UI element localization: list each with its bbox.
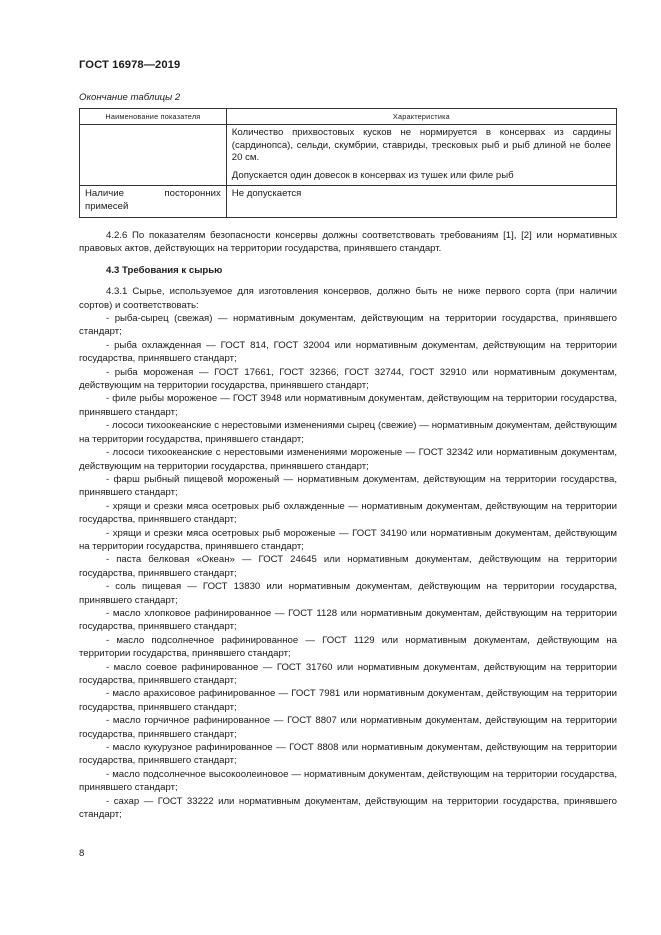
list-item: - рыба мороженая — ГОСТ 17661, ГОСТ 32366, ГОСТ 32744, ГОСТ 32910 или нормативным документам, действующим на территории государства, принявшего стандарт; [79,366,617,392]
list-item: - масло горчичное рафинированное — ГОСТ 8807 или нормативным документам, действующим на территории государства, принявшего стандарт; [79,715,617,740]
table-cell-name: Наличие посторонних примесей [80,186,227,217]
list-item: - хрящи и срезки мяса осетровых рыб охлажденные — нормативным документам, действующим на территории государства, принявшего стандарт; [79,500,617,526]
list-item: - сахар — ГОСТ 33222 или нормативным документам, действующим на территории государства, принявшего стандарт; [79,795,617,821]
column-header-indicator: Наименование показателя [80,109,227,125]
section-heading-4-3: 4.3 Требования к сырью [106,264,223,276]
cell-paragraph: Допускается один довесок в консервах из тушек или филе рыб [231,169,514,181]
document-body [79,229,617,821]
paragraph-4-2-6: 4.2.6 По показателям безопасности консервы должны соответствовать требованиям [1], [2] или нормативных правовых актов, действующих на территории государства, принявшего стандарт. [79,230,617,255]
table-cell-name [80,125,227,186]
table-caption: Окончание таблицы 2 [79,92,181,103]
table-cell-text [226,125,616,186]
column-header-characteristic: Характеристика [226,109,616,125]
list-item: - масло подсолнечное рафинированное — ГОСТ 1129 или нормативным документам, действующим на территории государства, принявшего стандарт; [79,634,617,660]
paragraph-4-3-1: 4.3.1 Сырье, используемое для изготовления консервов, должно быть не ниже первого сорта (при наличии сортов) и соответствовать: [79,286,617,311]
list-item: - лососи тихоокеанские с нерестовыми изменениями сырец (свежие) — нормативным документам, действующим на территории государства, принявшего стандарт; [79,420,617,445]
list-item: - масло кукурузное рафинированное — ГОСТ 8808 или нормативным документам, действующим на территории государства, принявшего стандарт; [79,742,617,767]
document-code-header: ГОСТ 16978—2019 [79,59,181,71]
requirements-table [79,108,617,218]
list-item: - рыба-сырец (свежая) — нормативным документам, действующим на территории государства, принявшего стандарт; [79,313,617,338]
list-item: - фарш рыбный пищевой мороженый — нормативным документам, действующим на территории государства, принявшего стандарт; [79,473,617,499]
list-item: - паста белковая «Океан» — ГОСТ 24645 или нормативным документам, действующим на территории государства, принявшего стандарт; [79,554,617,579]
list-item: - масло арахисовое рафинированное — ГОСТ 7981 или нормативным документам, действующим на территории государства, принявшего стандарт; [79,688,617,713]
list-item: - масло подсолнечное высокоолеиновое — нормативным документам, действующим на территории государства, принявшего стандарт; [79,768,617,794]
list-item: - соль пищевая — ГОСТ 13830 или нормативным документам, действующим на территории государства, принявшего стандарт; [79,581,617,606]
list-item: - масло хлопковое рафинированное — ГОСТ 1128 или нормативным документам, действующим на территории государства, принявшего стандарт; [79,607,617,633]
table-cell-text: Не допускается [226,186,616,217]
table-row [80,186,617,217]
list-item: - масло соевое рафинированное — ГОСТ 31760 или нормативным документам, действующим на территории государства, принявшего стандарт; [79,661,617,686]
table-header-row [80,109,617,125]
list-item: - лососи тихоокеанские с нерестовыми изменениями мороженые — ГОСТ 32342 или нормативным документам, действующим на территории государства, принявшего стандарт; [79,447,617,472]
list-item: - хрящи и срезки мяса осетровых рыб мороженые — ГОСТ 34190 или нормативным документам, действующим на территории государства, принявшего стандарт; [79,527,617,552]
table-row [80,125,617,186]
page-number: 8 [79,848,85,859]
cell-paragraph: Количество прихвостовых кусков не нормируется в консервах из сардины (сардинопса), сельди, скумбрии, ставриды, тресковых рыб и рыб длиной не более 20 см. [231,127,611,164]
raw-material-list [79,312,617,821]
list-item: - филе рыбы мороженое — ГОСТ 3948 или нормативным документам, действующим на территории государства, принявшего стандарт; [79,393,617,418]
list-item: - рыба охлажденная — ГОСТ 814, ГОСТ 32004 или нормативным документам, действующим на территории государства, принявшего стандарт; [79,339,617,365]
